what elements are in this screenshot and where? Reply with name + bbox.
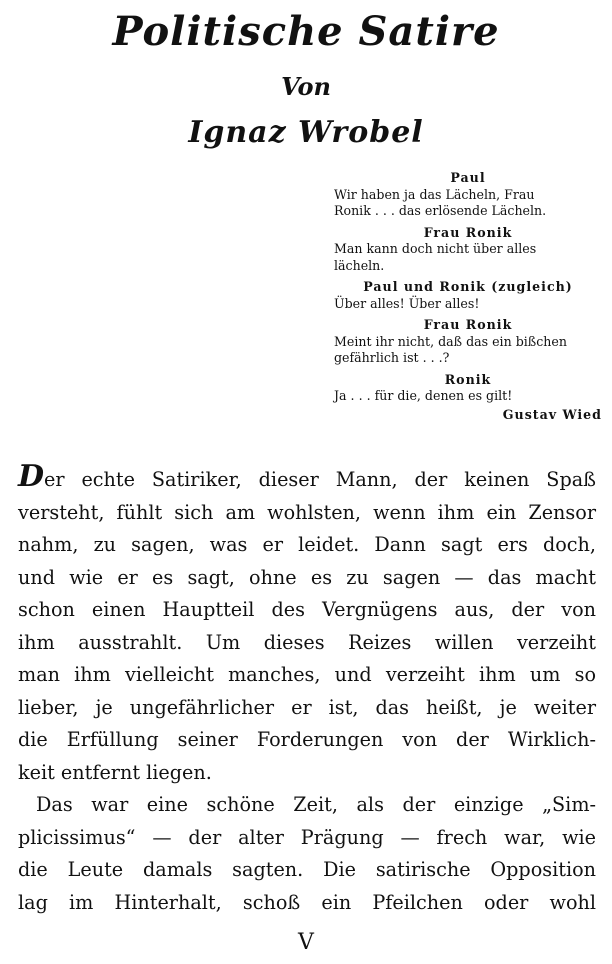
epigraph — [334, 170, 602, 423]
text-line — [18, 627, 596, 660]
text-line-content: und wie er es sagt, ohne es zu sagen — das macht — [18, 565, 596, 589]
text-line — [18, 887, 596, 920]
text-line — [18, 659, 596, 692]
body-text — [18, 459, 596, 919]
text-line — [18, 854, 596, 887]
epigraph-speaker: Frau Ronik — [423, 317, 513, 332]
author-name: Ignaz Wrobel — [188, 115, 424, 150]
text-line — [18, 459, 596, 497]
byline: Von — [281, 72, 331, 101]
text-line-content: die Leute damals sagten. Die satirische Opposition — [18, 858, 596, 881]
text-line-content: die Erfüllung seiner Forderungen von der Wirklich- — [18, 728, 596, 751]
epigraph-speaker: Paul — [450, 170, 486, 185]
epigraph-signature: Gustav Wied — [502, 406, 602, 422]
text-line-content: schon einen Hauptteil des Vergnügens aus, der von — [18, 598, 596, 621]
text-line-content: lieber, je ungefährlicher er ist, das heißt, je weiter — [18, 695, 596, 719]
epigraph-line: Ja . . . für die, denen es gilt! — [334, 388, 513, 403]
text-line — [18, 594, 596, 627]
text-line — [18, 692, 596, 725]
text-line-content: er echte Satiriker, dieser Mann, der keinen Spaß — [44, 468, 596, 491]
page-number: V — [298, 930, 314, 955]
text-line — [18, 497, 596, 530]
epigraph-speaker: Paul und Ronik (zugleich) — [363, 279, 573, 294]
page-title: Politische Satire — [112, 8, 500, 55]
text-line-content: ihm ausstrahlt. Um dieses Reizes willen verzeiht — [18, 630, 596, 654]
epigraph-speaker: Ronik — [444, 371, 492, 387]
epigraph-line: lächeln. — [334, 257, 385, 273]
drop-cap: D — [18, 459, 45, 494]
text-line-content: man ihm vielleicht manches, und verzeiht ihm um so — [18, 663, 596, 686]
text-line — [18, 789, 596, 822]
text-line — [18, 529, 596, 562]
text-line — [18, 562, 596, 595]
text-line — [18, 757, 596, 790]
text-line-content: Das war eine schöne Zeit, als der einzige „Sim- — [36, 793, 596, 816]
epigraph-line: Man kann doch nicht über alles — [334, 241, 537, 256]
epigraph-line: Meint ihr nicht, daß das ein bißchen — [334, 333, 567, 349]
text-line-content: nahm, zu sagen, was er leidet. Dann sagt ers doch, — [18, 533, 596, 556]
text-line-content: keit entfernt liegen. — [18, 760, 212, 784]
text-line-content: plicissimus“ — der alter Prägung — frech war, wie — [18, 825, 596, 849]
epigraph-line: Über alles! Über alles! — [334, 295, 480, 311]
epigraph-speaker: Frau Ronik — [423, 224, 513, 240]
text-line-content: versteht, fühlt sich am wohlsten, wenn ihm ein Zensor — [18, 500, 596, 524]
epigraph-line: gefährlich ist . . .? — [334, 350, 450, 365]
text-line-content: lag im Hinterhalt, schoß ein Pfeilchen oder wohl — [18, 890, 596, 914]
text-line — [18, 822, 596, 855]
epigraph-line: Ronik . . . das erlösende Lächeln. — [334, 203, 547, 218]
epigraph-line: Wir haben ja das Lächeln, Frau — [334, 186, 535, 202]
text-line — [18, 724, 596, 757]
